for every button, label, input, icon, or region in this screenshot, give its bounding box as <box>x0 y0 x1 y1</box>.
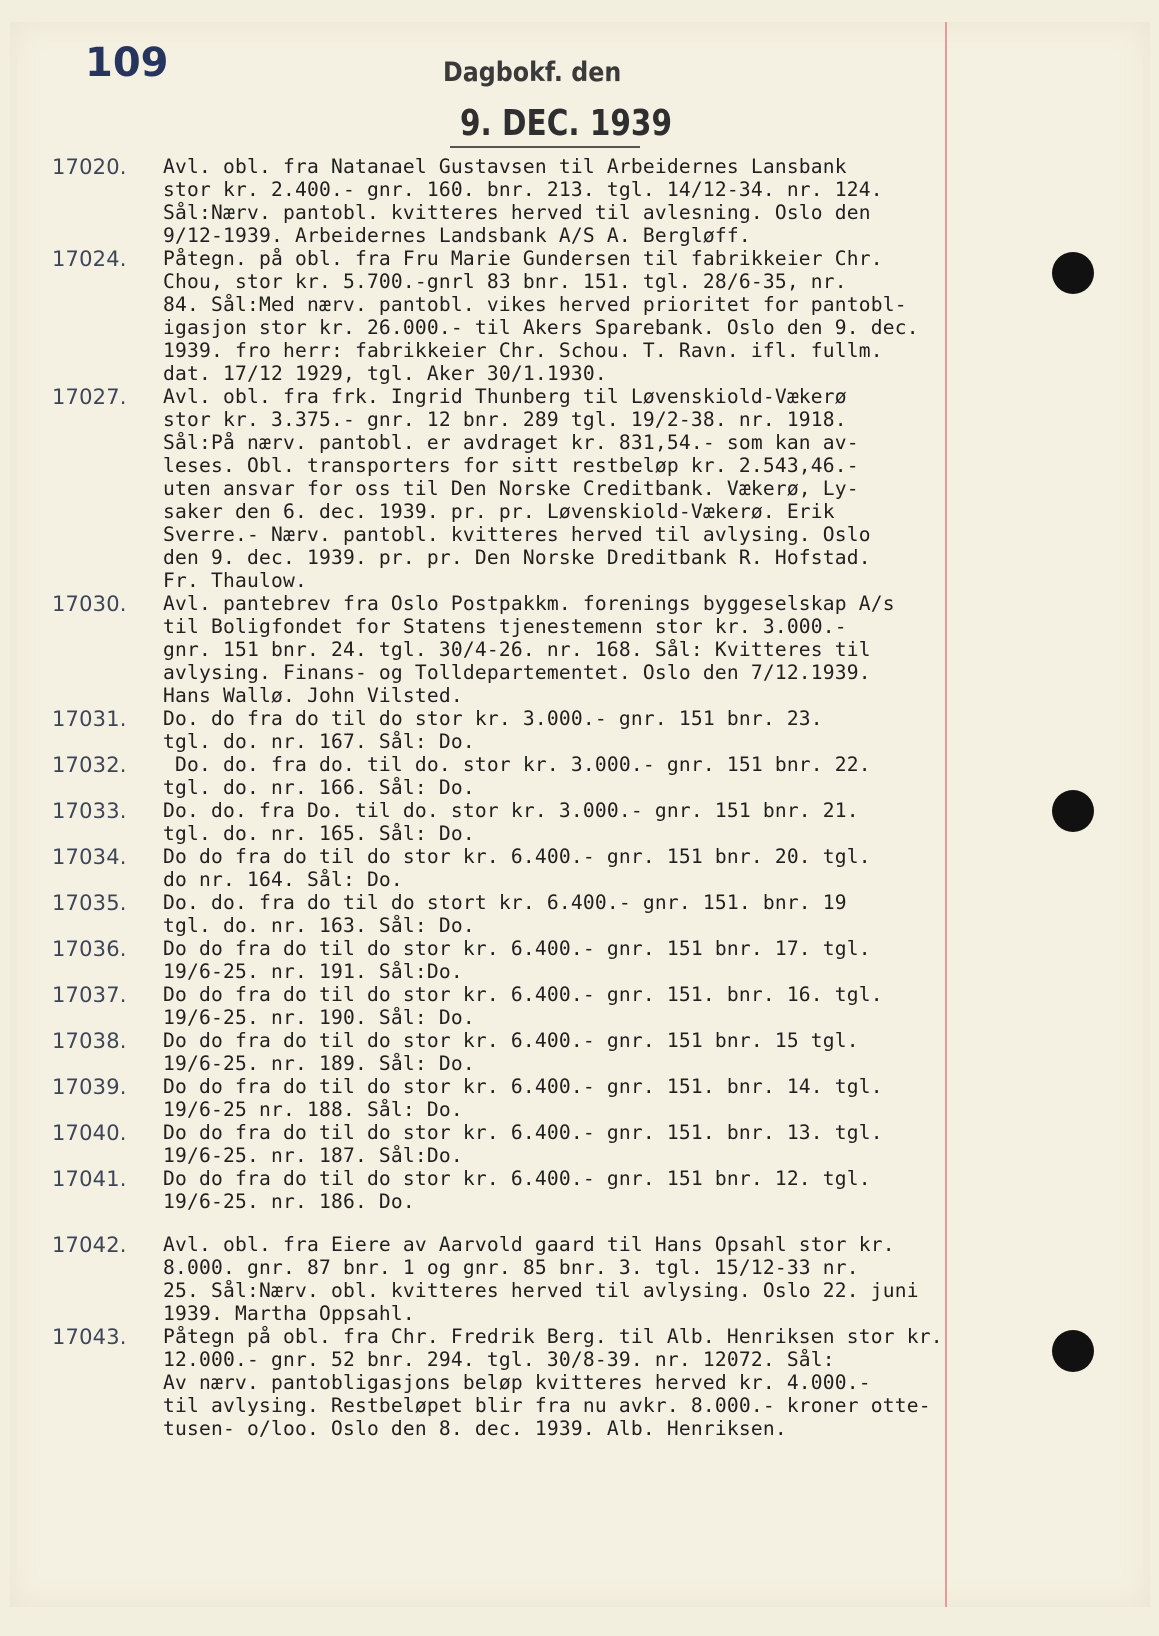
entry-number: 17043. <box>52 1325 127 1349</box>
entry-text-line: Chou, stor kr. 5.700.-gnrl 83 bnr. 151. tgl. 28/6-35, nr. <box>163 270 847 293</box>
ledger-entry <box>0 592 1159 707</box>
entry-text-line: tgl. do. nr. 165. Sål: Do. <box>163 822 475 845</box>
page-number: 109 <box>85 40 169 86</box>
entry-number: 17030. <box>52 592 127 616</box>
ledger-entry <box>0 983 1159 1029</box>
entry-text-line: tusen- o/loo. Oslo den 8. dec. 1939. Alb. Henriksen. <box>163 1417 787 1440</box>
entry-number: 17037. <box>52 983 127 1007</box>
entry-number: 17033. <box>52 799 127 823</box>
entry-text-line: 1939. fro herr: fabrikkeier Chr. Schou. T. Ravn. ifl. fullm. <box>163 339 883 362</box>
entry-text-line: 84. Sål:Med nærv. pantobl. vikes herved prioritet for pantobl- <box>163 293 907 316</box>
entry-text-line: til Boligfondet for Statens tjenestemenn stor kr. 3.000.- <box>163 615 847 638</box>
entry-text-line: dat. 17/12 1929, tgl. Aker 30/1.1930. <box>163 362 607 385</box>
entry-number: 17031. <box>52 707 127 731</box>
entry-text-line: Avl. pantebrev fra Oslo Postpakkm. forenings byggeselskap A/s <box>163 592 895 615</box>
entry-text-line: Do do fra do til do stor kr. 6.400.- gnr. 151. bnr. 16. tgl. <box>163 983 883 1006</box>
entry-text-line: Påtegn på obl. fra Chr. Fredrik Berg. til Alb. Henriksen stor kr. <box>163 1325 943 1348</box>
entry-text-line: Do do fra do til do stor kr. 6.400.- gnr. 151. bnr. 13. tgl. <box>163 1121 883 1144</box>
entry-text-line: 19/6-25. nr. 186. Do. <box>163 1190 415 1213</box>
entry-number: 17024. <box>52 247 127 271</box>
entry-text-line: Do. do. fra do til do stort kr. 6.400.- gnr. 151. bnr. 19 <box>163 891 847 914</box>
entry-text-line: Avl. obl. fra Eiere av Aarvold gaard til Hans Opsahl stor kr. <box>163 1233 895 1256</box>
entry-text-line: Påtegn. på obl. fra Fru Marie Gundersen til fabrikkeier Chr. <box>163 247 883 270</box>
entry-text-line: Sål:Nærv. pantobl. kvitteres herved til avlesning. Oslo den <box>163 201 871 224</box>
ledger-entry <box>0 937 1159 983</box>
ledger-entry <box>0 385 1159 592</box>
entry-text-line: 12.000.- gnr. 52 bnr. 294. tgl. 30/8-39. nr. 12072. Sål: <box>163 1348 835 1371</box>
ledger-entry <box>0 1325 1159 1440</box>
ledger-entry <box>0 1167 1159 1213</box>
entry-number: 17034. <box>52 845 127 869</box>
entry-text-line: saker den 6. dec. 1939. pr. pr. Løvenskiold-Vækerø. Erik <box>163 500 835 523</box>
entry-text-line: 25. Sål:Nærv. obl. kvitteres herved til avlysing. Oslo 22. juni <box>163 1279 919 1302</box>
entry-text-line: avlysing. Finans- og Tolldepartementet. Oslo den 7/12.1939. <box>163 661 871 684</box>
entry-text-line: 8.000. gnr. 87 bnr. 1 og gnr. 85 bnr. 3. tgl. 15/12-33 nr. <box>163 1256 859 1279</box>
ledger-entry <box>0 155 1159 247</box>
ledger-entry <box>0 1121 1159 1167</box>
ledger-entry <box>0 845 1159 891</box>
date-stamp-label: Dagbokf. den <box>443 57 622 88</box>
entry-number: 17041. <box>52 1167 127 1191</box>
entry-text-line: 19/6-25. nr. 189. Sål: Do. <box>163 1052 475 1075</box>
entry-number: 17039. <box>52 1075 127 1099</box>
stamp-underline <box>450 146 640 148</box>
entry-number: 17038. <box>52 1029 127 1053</box>
entry-number: 17027. <box>52 385 127 409</box>
entry-text-line: den 9. dec. 1939. pr. pr. Den Norske Dreditbank R. Hofstad. <box>163 546 871 569</box>
entry-text-line: 9/12-1939. Arbeidernes Landsbank A/S A. Bergløff. <box>163 224 751 247</box>
date-stamp-date: 9. DEC. 1939 <box>460 103 673 144</box>
entry-text-line: gnr. 151 bnr. 24. tgl. 30/4-26. nr. 168. Sål: Kvitteres til <box>163 638 871 661</box>
entry-text-line: Do do fra do til do stor kr. 6.400.- gnr. 151 bnr. 17. tgl. <box>163 937 871 960</box>
entry-text-line: Avl. obl. fra Natanael Gustavsen til Arbeidernes Lansbank <box>163 155 847 178</box>
entry-text-line: Do. do. fra Do. til do. stor kr. 3.000.- gnr. 151 bnr. 21. <box>163 799 859 822</box>
entry-text-line: do nr. 164. Sål: Do. <box>163 868 403 891</box>
ledger-entry <box>0 753 1159 799</box>
ledger-entry <box>0 1029 1159 1075</box>
ledger-entry <box>0 1075 1159 1121</box>
entry-text-line: 19/6-25. nr. 190. Sål: Do. <box>163 1006 475 1029</box>
entry-text-line: uten ansvar for oss til Den Norske Creditbank. Vækerø, Ly- <box>163 477 859 500</box>
entry-text-line: Do. do. fra do. til do. stor kr. 3.000.- gnr. 151 bnr. 22. <box>163 753 871 776</box>
ledger-entry <box>0 247 1159 385</box>
entry-number: 17036. <box>52 937 127 961</box>
entry-text-line: tgl. do. nr. 166. Sål: Do. <box>163 776 475 799</box>
entry-number: 17040. <box>52 1121 127 1145</box>
entry-text-line: Sål:På nærv. pantobl. er avdraget kr. 831,54.- som kan av- <box>163 431 859 454</box>
entry-number: 17035. <box>52 891 127 915</box>
entry-text-line: 19/6-25. nr. 191. Sål:Do. <box>163 960 463 983</box>
entry-text-line: stor kr. 2.400.- gnr. 160. bnr. 213. tgl. 14/12-34. nr. 124. <box>163 178 883 201</box>
ledger-entry <box>0 707 1159 753</box>
entry-text-line: 1939. Martha Oppsahl. <box>163 1302 415 1325</box>
entry-text-line: Fr. Thaulow. <box>163 569 307 592</box>
entry-gap <box>0 1213 1159 1233</box>
ledger-entry <box>0 799 1159 845</box>
entry-text-line: Av nærv. pantobligasjons beløp kvitteres herved kr. 4.000.- <box>163 1371 871 1394</box>
entry-number: 17020. <box>52 155 127 179</box>
ledger-entry <box>0 891 1159 937</box>
entry-text-line: Do do fra do til do stor kr. 6.400.- gnr. 151 bnr. 15 tgl. <box>163 1029 859 1052</box>
entry-text-line: Do do fra do til do stor kr. 6.400.- gnr. 151 bnr. 12. tgl. <box>163 1167 871 1190</box>
ledger-entry <box>0 1233 1159 1325</box>
entry-text-line: Do do fra do til do stor kr. 6.400.- gnr. 151 bnr. 20. tgl. <box>163 845 871 868</box>
entry-text-line: tgl. do. nr. 167. Sål: Do. <box>163 730 475 753</box>
entry-text-line: igasjon stor kr. 26.000.- til Akers Sparebank. Oslo den 9. dec. <box>163 316 919 339</box>
entry-text-line: Hans Wallø. John Vilsted. <box>163 684 463 707</box>
entry-text-line: Do. do fra do til do stor kr. 3.000.- gnr. 151 bnr. 23. <box>163 707 823 730</box>
ledger-entries <box>0 155 1159 1440</box>
entry-text-line: Avl. obl. fra frk. Ingrid Thunberg til Løvenskiold-Vækerø <box>163 385 847 408</box>
entry-text-line: 19/6-25. nr. 187. Sål:Do. <box>163 1144 463 1167</box>
entry-text-line: leses. Obl. transporters for sitt restbeløp kr. 2.543,46.- <box>163 454 859 477</box>
entry-number: 17042. <box>52 1233 127 1257</box>
entry-number: 17032. <box>52 753 127 777</box>
entry-text-line: Do do fra do til do stor kr. 6.400.- gnr. 151. bnr. 14. tgl. <box>163 1075 883 1098</box>
entry-text-line: til avlysing. Restbeløpet blir fra nu avkr. 8.000.- kroner otte- <box>163 1394 931 1417</box>
entry-text-line: 19/6-25 nr. 188. Sål: Do. <box>163 1098 463 1121</box>
entry-text-line: tgl. do. nr. 163. Sål: Do. <box>163 914 475 937</box>
entry-text-line: stor kr. 3.375.- gnr. 12 bnr. 289 tgl. 19/2-38. nr. 1918. <box>163 408 847 431</box>
entry-text-line: Sverre.- Nærv. pantobl. kvitteres herved til avlysing. Oslo <box>163 523 871 546</box>
